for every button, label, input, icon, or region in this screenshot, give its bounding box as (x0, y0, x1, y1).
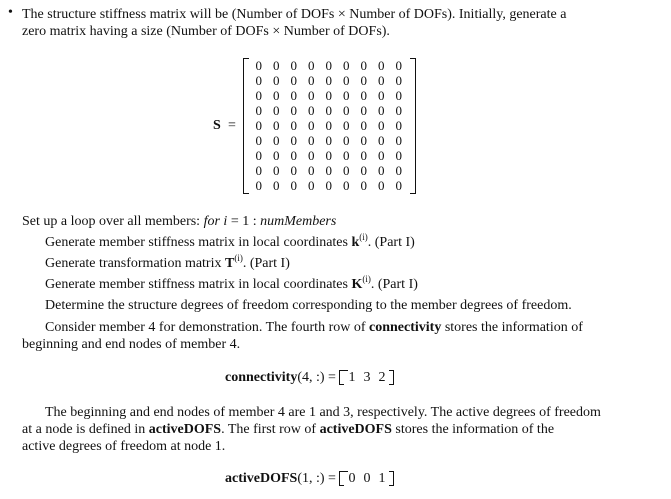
matrix-cell: 0 (360, 73, 367, 88)
matrix-cell: 0 (308, 73, 315, 88)
matrix-label: S (213, 118, 221, 133)
matrix-bracket-left (243, 58, 249, 194)
matrix-cell: 0 (360, 103, 367, 118)
para-2-line-3: active degrees of freedom at node 1. (22, 439, 226, 454)
matrix-cell: 0 (343, 178, 350, 193)
step-2-text: Generate transformation matrix (45, 256, 225, 271)
para-2-text: at a node is defined in (22, 422, 149, 437)
matrix-cell: 0 (343, 103, 350, 118)
matrix-cell: 0 (325, 178, 332, 193)
matrix-cell: 0 (273, 58, 280, 73)
matrix-cell: 0 (273, 118, 280, 133)
matrix-cell: 0 (308, 178, 315, 193)
matrix-cell: 0 (343, 118, 350, 133)
step-5-text: Consider member 4 for demonstration. The fourth row of (45, 320, 370, 335)
matrix-bracket-right (410, 58, 416, 194)
matrix-cell: 0 (360, 88, 367, 103)
matrix-cell: 0 (343, 133, 350, 148)
matrix-cell: 0 (290, 58, 297, 73)
matrix-cell: 0 (308, 88, 315, 103)
matrix-cell: 0 (378, 73, 385, 88)
matrix-cell: 0 (273, 133, 280, 148)
zero-matrix (250, 58, 408, 193)
matrix-cell: 0 (395, 103, 402, 118)
matrix-cell: 0 (343, 58, 350, 73)
para-2-text-end: stores the information of the (391, 422, 555, 437)
matrix-cell: 0 (308, 133, 315, 148)
matrix-cell: 0 (290, 178, 297, 193)
step-1 (45, 232, 415, 251)
matrix-cell: 0 (378, 163, 385, 178)
matrix-cell: 0 (290, 73, 297, 88)
connectivity-name: connectivity (225, 370, 298, 385)
step-5-line-2: beginning and end nodes of member 4. (22, 337, 241, 352)
matrix-cell: 0 (308, 163, 315, 178)
loop-line (22, 214, 336, 230)
matrix-cell: 0 (343, 73, 350, 88)
loop-range: = 1 : (227, 214, 261, 229)
matrix-cell: 0 (325, 73, 332, 88)
matrix-cell: 0 (395, 178, 402, 193)
matrix-cell: 0 (343, 88, 350, 103)
matrix-cell: 0 (395, 148, 402, 163)
step-1-suffix: . (Part I) (367, 235, 415, 250)
matrix-cell: 0 (360, 178, 367, 193)
connectivity-value: 3 (363, 370, 371, 385)
step-3-symbol: K (351, 277, 363, 292)
matrix-cell: 0 (273, 73, 280, 88)
step-3-superscript: (i) (362, 274, 371, 284)
loop-text: Set up a loop over all members: (22, 214, 204, 229)
matrix-cell: 0 (395, 163, 402, 178)
loop-for-keyword: for (203, 214, 220, 229)
step-5 (45, 320, 583, 336)
matrix-equals: = (228, 118, 236, 133)
matrix-cell: 0 (290, 103, 297, 118)
active-dofs-args: (1, :) = (297, 471, 340, 486)
matrix-cell: 0 (360, 148, 367, 163)
matrix-cell: 0 (395, 73, 402, 88)
matrix-cell: 0 (395, 133, 402, 148)
active-dofs-equation (225, 471, 394, 487)
matrix-cell: 0 (255, 178, 262, 193)
step-1-text: Generate member stiffness matrix in local coordinates (45, 235, 352, 250)
matrix-cell: 0 (290, 118, 297, 133)
matrix-cell: 0 (325, 88, 332, 103)
matrix-cell: 0 (325, 163, 332, 178)
connectivity-value: 2 (378, 370, 386, 385)
matrix-cell: 0 (273, 103, 280, 118)
para-2-bold-term-2: activeDOFS (319, 422, 392, 437)
loop-index: i (223, 214, 228, 229)
step-3-suffix: . (Part I) (370, 277, 418, 292)
matrix-cell: 0 (360, 163, 367, 178)
step-3-text: Generate member stiffness matrix in local coordinates (45, 277, 352, 292)
step-2-superscript: (i) (234, 253, 243, 263)
matrix-cell: 0 (325, 103, 332, 118)
matrix-cell: 0 (343, 163, 350, 178)
matrix-cell: 0 (255, 103, 262, 118)
connectivity-equation (225, 370, 394, 386)
matrix-cell: 0 (308, 58, 315, 73)
matrix-cell: 0 (395, 118, 402, 133)
matrix-cell: 0 (255, 163, 262, 178)
matrix-cell: 0 (290, 133, 297, 148)
matrix-cell: 0 (308, 103, 315, 118)
active-dofs-value: 0 (348, 471, 356, 486)
matrix-cell: 0 (290, 163, 297, 178)
matrix-cell: 0 (378, 178, 385, 193)
connectivity-value: 1 (348, 370, 356, 385)
para-2-bold-term: activeDOFS (148, 422, 222, 437)
matrix-cell: 0 (378, 133, 385, 148)
matrix-cell: 0 (255, 148, 262, 163)
matrix-cell: 0 (255, 133, 262, 148)
matrix-cell: 0 (308, 118, 315, 133)
matrix-cell: 0 (273, 148, 280, 163)
intro-line-1: The structure stiffness matrix will be (Number of DOFs × Number of DOFs). Initially, generate a (22, 7, 567, 22)
step-2-symbol: T (224, 256, 235, 271)
matrix-cell: 0 (395, 88, 402, 103)
step-1-symbol: k (351, 235, 360, 250)
matrix-cell: 0 (378, 148, 385, 163)
step-2 (45, 253, 290, 272)
matrix-cell: 0 (378, 103, 385, 118)
active-dofs-vector (339, 471, 394, 486)
matrix-cell: 0 (290, 148, 297, 163)
para-2-line-2 (22, 422, 554, 438)
matrix-cell: 0 (255, 88, 262, 103)
step-2-suffix: . (Part I) (242, 256, 290, 271)
matrix-cell: 0 (290, 88, 297, 103)
matrix-cell: 0 (325, 133, 332, 148)
loop-variable: numMembers (260, 214, 337, 229)
step-4: Determine the structure degrees of freedom corresponding to the member degrees of freedom. (45, 298, 572, 313)
para-2-line-1: The beginning and end nodes of member 4 are 1 and 3, respectively. The active degrees of freedom (45, 405, 601, 420)
matrix-cell: 0 (325, 148, 332, 163)
para-2-text-mid: . The first row of (221, 422, 320, 437)
matrix-cell: 0 (378, 118, 385, 133)
active-dofs-name: activeDOFS (225, 471, 298, 486)
matrix-cell: 0 (273, 88, 280, 103)
matrix-cell: 0 (360, 58, 367, 73)
matrix-cell: 0 (255, 58, 262, 73)
matrix-cell: 0 (343, 148, 350, 163)
step-3 (45, 274, 418, 293)
active-dofs-value: 1 (378, 471, 386, 486)
step-5-bold-term: connectivity (369, 320, 442, 335)
matrix-cell: 0 (255, 118, 262, 133)
matrix-cell: 0 (255, 73, 262, 88)
connectivity-args: (4, :) = (297, 370, 340, 385)
intro-line-2: zero matrix having a size (Number of DOFs × Number of DOFs). (22, 24, 390, 39)
step-1-superscript: (i) (359, 232, 368, 242)
matrix-cell: 0 (273, 178, 280, 193)
matrix-cell: 0 (360, 118, 367, 133)
matrix-cell: 0 (325, 118, 332, 133)
active-dofs-value: 0 (363, 471, 371, 486)
connectivity-vector (339, 370, 394, 385)
matrix-cell: 0 (378, 58, 385, 73)
matrix-cell: 0 (308, 148, 315, 163)
step-5-suffix: stores the information of (441, 320, 583, 335)
bullet-marker: • (8, 5, 13, 20)
matrix-cell: 0 (325, 58, 332, 73)
matrix-cell: 0 (273, 163, 280, 178)
matrix-cell: 0 (360, 133, 367, 148)
matrix-cell: 0 (395, 58, 402, 73)
matrix-cell: 0 (378, 88, 385, 103)
